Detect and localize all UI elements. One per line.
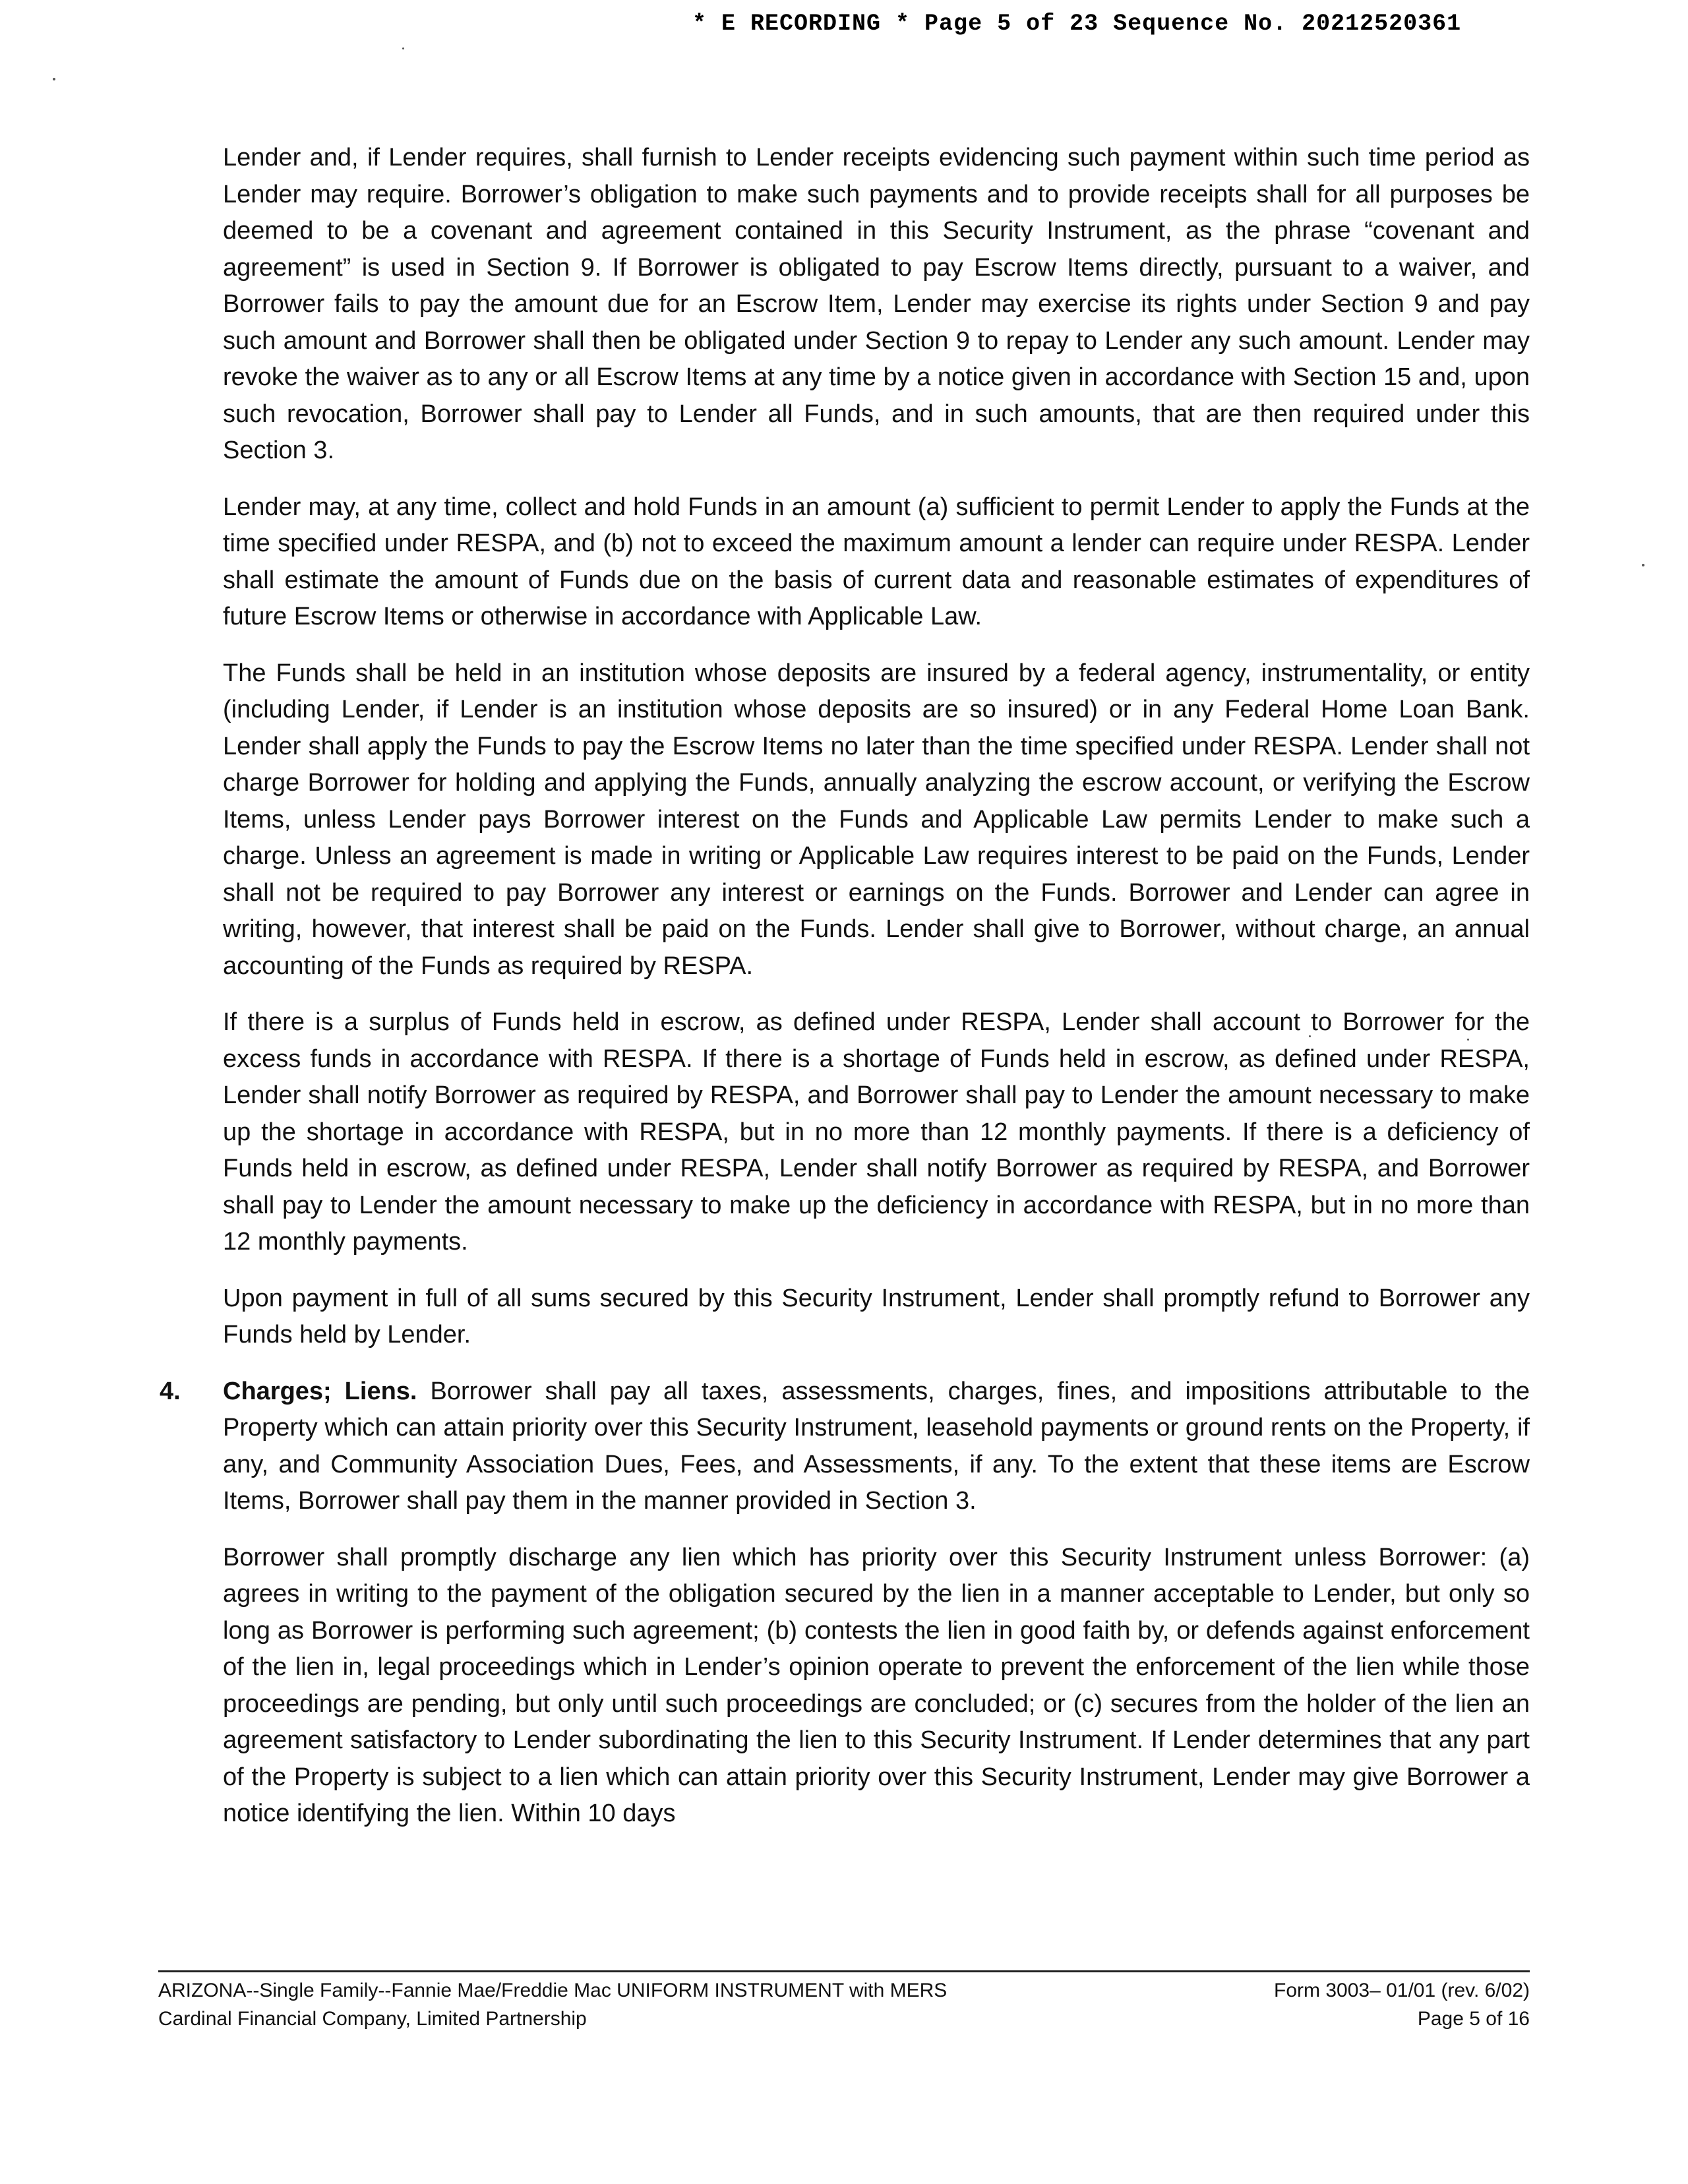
section-body: Borrower shall pay all taxes, assessments, charges, fines, and impositions attributable to the Property which can attain priority over this Security Instrument, leasehold payments or ground rents on the Property, if any, and Community Association Dues, Fees, and Assessments, if any. To the extent that these items are Escrow Items, Borrower shall pay them in the manner provided in Section 3. <box>223 1377 1530 1515</box>
document-body <box>160 140 1530 1852</box>
footer-left <box>158 1976 1147 2033</box>
footer-form-number: Form 3003– 01/01 (rev. 6/02) <box>1274 1980 1530 2001</box>
paragraph-surplus-shortage: If there is a surplus of Funds held in escrow, as defined under RESPA, Lender shall account to Borrower for the excess funds in accordance with RESPA. If there is a shortage of Funds held in escrow, as defined under RESPA, Lender shall notify Borrower as required by RESPA, and Borrower shall pay to Lender the amount necessary to make up the shortage in accordance with RESPA, but in no more than 12 monthly payments. If there is a deficiency of Funds held in escrow, as defined under RESPA, Lender shall notify Borrower as required by RESPA, and Borrower shall pay to Lender the amount necessary to make up the deficiency in accordance with RESPA, but in no more than 12 monthly payments. <box>223 1008 1530 1256</box>
page-footer <box>158 1970 1530 2033</box>
section-heading: Charges; Liens. <box>223 1377 417 1405</box>
scan-speck <box>402 47 404 49</box>
scan-speck <box>53 78 55 80</box>
paragraph-funds-held: The Funds shall be held in an institution whose deposits are insured by a federal agency, instrumentality, or entity (including Lender, if Lender is an institution whose deposits are so insured) or in any Federal Home Loan Bank. Lender shall apply the Funds to pay the Escrow Items no later than the time specified under RESPA. Lender shall not charge Borrower for holding and applying the Funds, annually analyzing the escrow account, or verifying the Escrow Items, unless Lender pays Borrower interest on the Funds and Applicable Law permits Lender to make such a charge. Unless an agreement is made in writing or Applicable Law requires interest to be paid on the Funds, Lender shall not be required to pay Borrower any interest or earnings on the Funds. Borrower and Lender can agree in writing, however, that interest shall be paid on the Funds. Lender shall give to Borrower, without charge, an annual accounting of the Funds as required by RESPA. <box>223 659 1530 980</box>
recording-header: * E RECORDING * Page 5 of 23 Sequence No. 20212520361 <box>692 11 1462 37</box>
footer-form-title: ARIZONA--Single Family--Fannie Mae/Freddie Mac UNIFORM INSTRUMENT with MERS <box>158 1980 948 2001</box>
footer-page-number: Page 5 of 16 <box>1417 2008 1530 2030</box>
section-number: 4. <box>160 1377 181 1405</box>
section-4 <box>160 1374 1530 1520</box>
paragraph-escrow-receipts: Lender and, if Lender requires, shall furnish to Lender receipts evidencing such payment within such time period as Lender may require. Borrower’s obligation to make such payments and to provide receipts shall for all purposes be deemed to be a covenant and agreement contained in this Security Instrument, as the phrase “covenant and agreement” is used in Section 9. If Borrower is obligated to pay Escrow Items directly, pursuant to a waiver, and Borrower fails to pay the amount due for an Escrow Item, Lender may exercise its rights under Section 9 and pay such amount and Borrower shall then be obligated under Section 9 to repay to Lender any such amount. Lender may revoke the waiver as to any or all Escrow Items at any time by a notice given in accordance with Section 15 and, upon such revocation, Borrower shall pay to Lender all Funds, and in such amounts, that are then required under this Section 3. <box>223 144 1530 464</box>
scan-speck <box>1642 564 1644 566</box>
footer-lender: Cardinal Financial Company, Limited Partnership <box>158 2008 587 2030</box>
footer-right <box>1160 1976 1530 2033</box>
paragraph-refund: Upon payment in full of all sums secured by this Security Instrument, Lender shall promptly refund to Borrower any Funds held by Lender. <box>223 1284 1530 1349</box>
paragraph-collect-funds: Lender may, at any time, collect and hold Funds in an amount (a) sufficient to permit Lender to apply the Funds at the time specified under RESPA, and (b) not to exceed the maximum amount a lender can require under RESPA. Lender shall estimate the amount of Funds due on the basis of current data and reasonable estimates of expenditures of future Escrow Items or otherwise in accordance with Applicable Law. <box>223 493 1530 630</box>
paragraph-discharge-lien: Borrower shall promptly discharge any lien which has priority over this Security Instrument unless Borrower: (a) agrees in writing to the payment of the obligation secured by the lien in a manner acceptable to Lender, but only so long as Borrower is performing such agreement; (b) contests the lien in good faith by, or defends against enforcement of the lien in, legal proceedings which in Lender’s opinion operate to prevent the enforcement of the lien while those proceedings are pending, but only until such proceedings are concluded; or (c) secures from the holder of the lien an agreement satisfactory to Lender subordinating the lien to this Security Instrument. If Lender determines that any part of the Property is subject to a lien which can attain priority over this Security Instrument, Lender may give Borrower a notice identifying the lien. Within 10 days <box>223 1543 1530 1827</box>
